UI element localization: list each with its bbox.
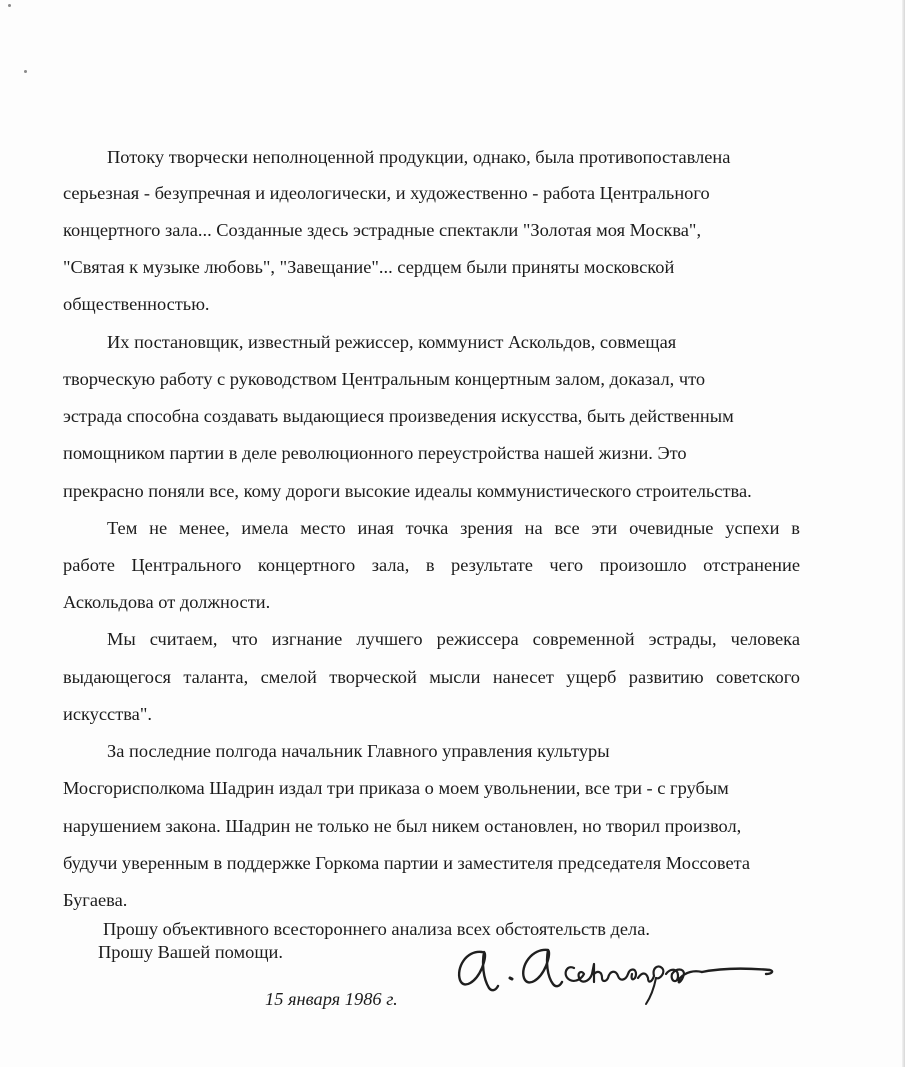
paragraph-3-line: работе Центрального концертного зала, в результате чего произошло отстранение <box>63 555 800 575</box>
paragraph-1-line: общественностью. <box>63 294 210 314</box>
paragraph-2-line: прекрасно поняли все, кому дороги высокие идеалы коммунистического строительства. <box>63 481 752 501</box>
paragraph-5-line: Бугаева. <box>63 890 128 910</box>
paragraph-1-line: серьезная - безупречная и идеологически, и художественно - работа Центрального <box>63 183 710 203</box>
paragraph-2-line: творческую работу с руководством Центральным концертным залом, доказал, что <box>63 369 706 389</box>
signature-stroke <box>523 950 562 986</box>
paragraph-5-line: нарушением закона. Шадрин не только не был никем остановлен, но творил произвол, <box>63 816 742 836</box>
paragraph-1-line: концертного зала... Созданные здесь эстрадные спектакли "Золотая моя Москва", <box>63 220 702 240</box>
paragraph-2-line: помощником партии в деле революционного переустройства нашей жизни. Это <box>63 443 687 463</box>
paragraph-1-line: "Святая к музыке любовь", "Завещание"... сердцем были приняты московской <box>63 257 675 277</box>
paragraph-4-line: искусства". <box>63 704 152 724</box>
signature-stroke <box>702 969 772 974</box>
paragraph-5-line: За последние полгода начальник Главного управления культуры <box>107 741 610 761</box>
paragraph-5-line: Мосгорисполкома Шадрин издал три приказа о моем увольнении, все три - с грубым <box>63 778 729 798</box>
letter-date: 15 января 1986 г. <box>265 989 398 1009</box>
paragraph-3-line: Тем не менее, имела место иная точка зрения на все эти очевидные успехи в <box>107 518 800 538</box>
signature-stroke <box>459 952 498 990</box>
paragraph-2-line: Их постановщик, известный режиссер, коммунист Аскольдов, совмещая <box>107 332 677 352</box>
paragraph-4-line: выдающегося таланта, смелой творческой мысли нанесет ущерб развитию советского <box>63 667 800 687</box>
request-line: Прошу объективного всестороннего анализа всех обстоятельств дела. <box>103 919 650 939</box>
signature <box>452 938 784 1008</box>
signature-stroke <box>566 964 702 982</box>
paragraph-2-line: эстрада способна создавать выдающиеся произведения искусства, быть действенным <box>63 406 734 426</box>
paragraph-5-line: будучи уверенным в поддержке Горкома партии и заместителя председателя Моссовета <box>63 853 751 873</box>
request-line: Прошу Вашей помощи. <box>98 942 283 962</box>
paragraph-3-line: Аскольдова от должности. <box>63 592 271 612</box>
scan-speck <box>8 4 11 7</box>
paragraph-4-line: Мы считаем, что изгнание лучшего режиссера современной эстрады, человека <box>107 629 800 649</box>
signature-stroke <box>510 978 512 979</box>
scan-speck <box>24 70 27 73</box>
paragraph-1-line: Потоку творчески неполноценной продукции, однако, была противопоставлена <box>107 147 731 167</box>
